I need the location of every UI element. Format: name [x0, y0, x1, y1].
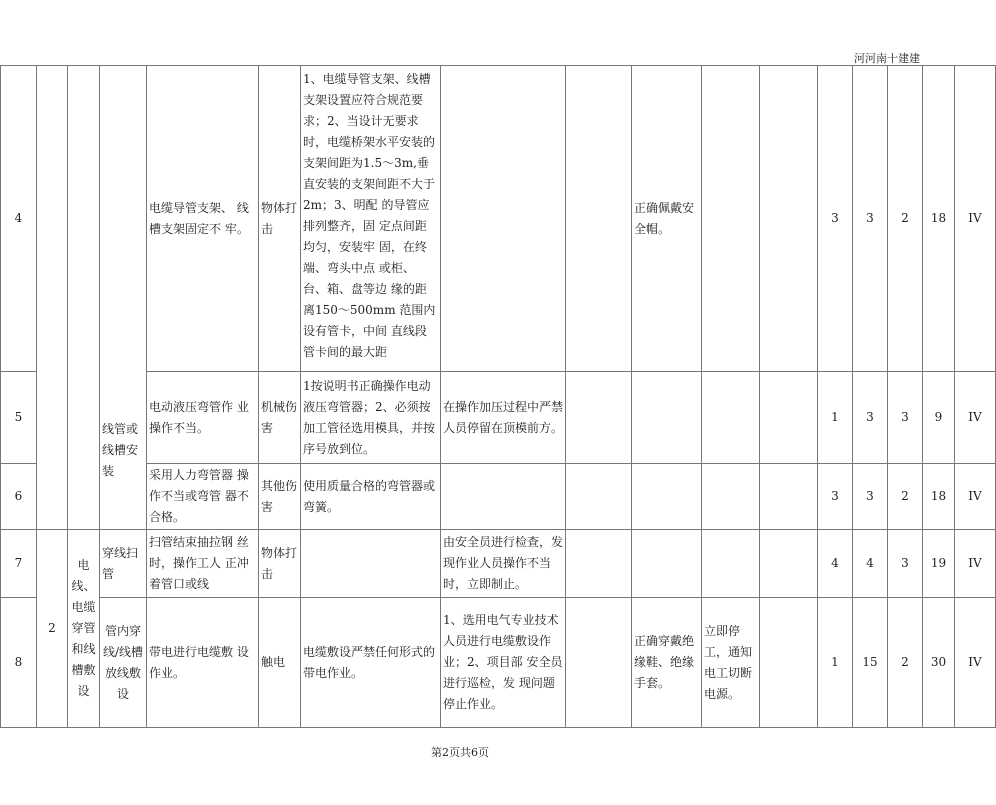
table-row — [1, 464, 996, 530]
ppe-cell — [632, 464, 702, 530]
management-measure-cell: 在操作加压过程中严禁人员停留在顶模前方。 — [441, 372, 566, 464]
hazard-cell: 扫管结束抽拉钢 丝时，操作工人 正冲着管口或线 — [147, 530, 259, 598]
emergency-cell — [702, 66, 760, 372]
blank-cell — [760, 66, 818, 372]
table-row — [1, 66, 996, 372]
risk-level: IV — [955, 530, 996, 598]
C-value: 3 — [888, 530, 923, 598]
table-row — [1, 530, 996, 598]
training-cell — [566, 372, 632, 464]
activity-cell: 线管或线槽安装 — [100, 372, 147, 530]
E-value: 3 — [853, 464, 888, 530]
management-measure-cell: 由安全员进行检查，发现作业人员操作不当时，立即制止。 — [441, 530, 566, 598]
row-number: 8 — [1, 598, 37, 728]
row-number: 7 — [1, 530, 37, 598]
group-name-cell — [68, 66, 100, 530]
training-cell — [566, 530, 632, 598]
risk-level: IV — [955, 372, 996, 464]
D-value: 19 — [923, 530, 955, 598]
C-value: 2 — [888, 598, 923, 728]
accident-type-cell: 其他伤害 — [259, 464, 301, 530]
D-value: 18 — [923, 66, 955, 372]
group-number-cell — [37, 66, 68, 530]
C-value: 2 — [888, 464, 923, 530]
hazard-cell: 带电进行电缆敷 设作业。 — [147, 598, 259, 728]
engineering-measure-cell: 使用质量合格的弯管器或弯簧。 — [301, 464, 441, 530]
engineering-measure-cell: 1按说明书正确操作电动液压弯管器；2、必须按加工管径选用模具，并按序号放到位。 — [301, 372, 441, 464]
management-measure-cell — [441, 464, 566, 530]
L-value: 3 — [818, 464, 853, 530]
L-value: 4 — [818, 530, 853, 598]
ppe-cell: 正确穿戴绝缘鞋、绝缘手套。 — [632, 598, 702, 728]
E-value: 3 — [853, 372, 888, 464]
accident-type-cell: 触电 — [259, 598, 301, 728]
activity-cell: 穿线扫管 — [100, 530, 147, 598]
management-measure-cell: 1、选用电气专业技术人员进行电缆敷设作业；2、项目部 安全员进行巡检，发 现问题停止作业。 — [441, 598, 566, 728]
blank-cell — [760, 598, 818, 728]
row-number: 6 — [1, 464, 37, 530]
engineering-measure-cell — [301, 530, 441, 598]
emergency-cell — [702, 530, 760, 598]
activity-cell: 管内穿线/线槽放线敷设 — [100, 598, 147, 728]
row-number: 5 — [1, 372, 37, 464]
row-number: 4 — [1, 66, 37, 372]
D-value: 18 — [923, 464, 955, 530]
hazard-cell: 电缆导管支架、 线槽支架固定不 牢。 — [147, 66, 259, 372]
hazard-cell: 采用人力弯管器 操作不当或弯管 器不合格。 — [147, 464, 259, 530]
engineering-measure-cell: 1、电缆导管支架、线槽支架设置应符合规范要求；2、当设计无要求时，电缆桥架水平安装的支架间距为1.5～3m,垂直安装的支架间距不大于2m；3、明配 的导管应排列整齐，固 定点间距均匀，安装牢 固，在终端、弯头中点 或柜、台、箱、盘等边 缘的距离150～500mm 范围内设有管卡，中间 直线段管卡间的最大距 — [301, 66, 441, 372]
ppe-cell: 正确佩戴安全帽。 — [632, 66, 702, 372]
header-company-text: 河河南十建建 — [854, 52, 920, 65]
E-value: 15 — [853, 598, 888, 728]
L-value: 3 — [818, 66, 853, 372]
engineering-measure-cell: 电缆敷设严禁任何形式的带电作业。 — [301, 598, 441, 728]
emergency-cell — [702, 464, 760, 530]
D-value: 30 — [923, 598, 955, 728]
activity-cell — [100, 66, 147, 372]
page-footer: 第2页共6页 — [431, 746, 489, 759]
blank-cell — [760, 464, 818, 530]
C-value: 2 — [888, 66, 923, 372]
blank-cell — [760, 530, 818, 598]
E-value: 4 — [853, 530, 888, 598]
emergency-cell: 立即停工，通知电工切断电源。 — [702, 598, 760, 728]
training-cell — [566, 598, 632, 728]
risk-assessment-table — [0, 65, 996, 728]
risk-level: IV — [955, 66, 996, 372]
emergency-cell — [702, 372, 760, 464]
risk-level: IV — [955, 464, 996, 530]
accident-type-cell: 机械伤害 — [259, 372, 301, 464]
D-value: 9 — [923, 372, 955, 464]
C-value: 3 — [888, 372, 923, 464]
L-value: 1 — [818, 598, 853, 728]
accident-type-cell: 物体打击 — [259, 530, 301, 598]
E-value: 3 — [853, 66, 888, 372]
ppe-cell — [632, 530, 702, 598]
L-value: 1 — [818, 372, 853, 464]
ppe-cell — [632, 372, 702, 464]
risk-level: IV — [955, 598, 996, 728]
table-row — [1, 598, 996, 728]
group-number: 2 — [37, 530, 68, 728]
training-cell — [566, 66, 632, 372]
blank-cell — [760, 372, 818, 464]
accident-type-cell: 物体打击 — [259, 66, 301, 372]
table-row — [1, 372, 996, 464]
training-cell — [566, 464, 632, 530]
hazard-cell: 电动液压弯管作 业操作不当。 — [147, 372, 259, 464]
group-name: 电线、电缆穿管和线槽敷设 — [68, 530, 100, 728]
management-measure-cell — [441, 66, 566, 372]
